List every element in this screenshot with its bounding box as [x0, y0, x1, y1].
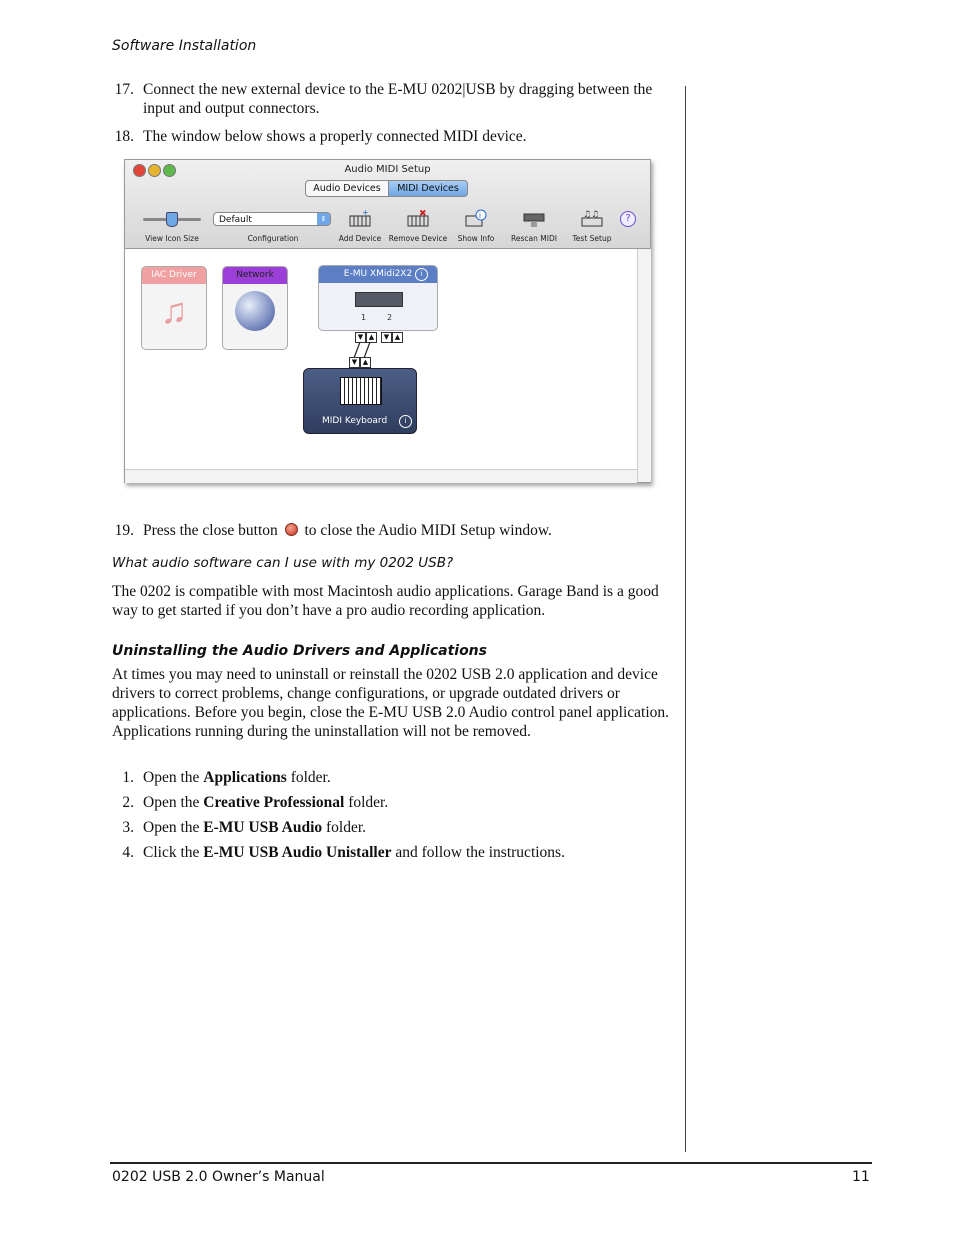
iac-driver-device[interactable] [141, 266, 207, 350]
add-device-label: Add Device [338, 234, 382, 243]
remove-device-label: Remove Device [388, 234, 448, 243]
midi-interface-icon [355, 292, 403, 307]
show-info-label: Show Info [457, 234, 495, 243]
port-out-arrow-icon[interactable]: ▼ [381, 332, 392, 343]
music-notes-icon: ♫ [160, 291, 188, 331]
step-text: Click the [143, 844, 204, 861]
keyboard-out-arrow-icon[interactable]: ▼ [349, 357, 360, 368]
vertical-rule [685, 86, 686, 1152]
remove-device-icon[interactable] [407, 208, 429, 228]
rescan-midi-icon[interactable] [523, 208, 545, 228]
step-text: Open the [143, 819, 204, 836]
test-setup-label: Test Setup [572, 234, 612, 243]
help-icon[interactable]: ? [620, 211, 636, 227]
port-out-arrow-icon[interactable]: ▼ [355, 332, 366, 343]
uninstall-step-1 [112, 768, 672, 787]
add-device-icon[interactable] [349, 208, 371, 228]
step-number: 2. [122, 794, 134, 811]
faq-question: What audio software can I use with my 0202 USB? [112, 555, 454, 571]
close-button-icon [285, 523, 298, 536]
port-in-arrow-icon[interactable]: ▲ [366, 332, 377, 343]
step-text: The window below shows a properly connected MIDI device. [143, 128, 527, 145]
step-number: 1. [122, 769, 134, 786]
step-text: folder. [286, 769, 331, 786]
chevron-updown-icon: ⇕ [317, 213, 330, 225]
heading-part-b: Audio Drivers and Applications [242, 643, 487, 659]
midi-keyboard-device[interactable] [303, 368, 417, 434]
step-number: 18. [114, 128, 134, 145]
step-text: Open the [143, 769, 204, 786]
show-info-icon[interactable] [465, 208, 487, 228]
info-icon[interactable]: i [399, 415, 412, 428]
keyboard-in-arrow-icon[interactable]: ▲ [360, 357, 371, 368]
scrollbar[interactable] [637, 249, 651, 482]
step-number: 17. [114, 81, 134, 98]
step-text: Connect the new external device to the E-MU 0202|USB by dragging between the input and output connectors. [143, 81, 653, 117]
step-bold: Applications [203, 769, 287, 786]
network-globe-icon [235, 291, 275, 331]
uninstall-step-3 [112, 818, 672, 837]
port-2-label: 2 [387, 313, 393, 322]
uninstall-heading [112, 643, 487, 659]
step-bold: Creative Professional [203, 794, 345, 811]
port-in-arrow-icon[interactable]: ▲ [392, 332, 403, 343]
footer-title: 0202 USB 2.0 Owner’s Manual [112, 1169, 325, 1185]
step-text: Open the [143, 794, 204, 811]
step-text-before: Press the close button [143, 522, 278, 539]
keyboard-icon [340, 377, 382, 405]
step-number: 3. [122, 819, 134, 836]
footer-rule [110, 1162, 872, 1164]
step-bold: E-MU USB Audio [203, 819, 323, 836]
step-text-after: to close the Audio MIDI Setup window. [304, 522, 552, 539]
configuration-select[interactable] [213, 212, 331, 226]
iac-driver-label: IAC Driver [142, 267, 206, 284]
info-icon[interactable]: i [415, 268, 428, 281]
step-number: 19. [114, 522, 134, 539]
svg-text:♫♫: ♫♫ [583, 210, 600, 220]
horizontal-scrollbar[interactable] [125, 469, 637, 483]
step-number: 4. [122, 844, 134, 861]
port-1-label: 1 [361, 313, 367, 322]
uninstall-intro: At times you may need to uninstall or reinstall the 0202 USB 2.0 application and device drivers to correct problems, change configurations, or upgrade outdated drivers or applications. Before you begin, close the E-MU USB 2.0 Audio control panel application. Applications running during the uninstallation will not be removed. [112, 666, 670, 740]
faq-answer: The 0202 is compatible with most Macintosh audio applications. Garage Band is a good way to get started if you don’t have a pro audio recording application. [112, 583, 659, 619]
configuration-value: Default [219, 215, 252, 225]
tab-audio-devices[interactable]: Audio Devices [305, 180, 389, 197]
window-title: Audio MIDI Setup [344, 164, 431, 175]
uninstall-step-4 [112, 843, 672, 862]
step-17 [112, 80, 672, 118]
audio-midi-setup-window [124, 159, 651, 483]
test-setup-icon[interactable] [581, 208, 603, 228]
uninstall-step-2 [112, 793, 672, 812]
network-device[interactable] [222, 266, 288, 350]
svg-text:i: i [479, 212, 481, 220]
configuration-label: Configuration [247, 234, 299, 243]
tab-midi-devices[interactable]: MIDI Devices [388, 180, 468, 197]
view-icon-size-label: View Icon Size [145, 234, 199, 243]
step-bold: E-MU USB Audio Unistaller [203, 844, 392, 861]
heading-part-a: Uninstalling the [112, 643, 243, 659]
page-number: 11 [852, 1169, 870, 1185]
section-header: Software Installation [112, 38, 257, 54]
midi-keyboard-label: MIDI Keyboard [322, 416, 388, 426]
network-label: Network [223, 267, 287, 284]
xmidi-device[interactable] [318, 265, 438, 331]
step-18 [112, 127, 672, 146]
step-text: folder. [322, 819, 367, 836]
step-19 [112, 521, 672, 540]
slider-handle-icon[interactable] [166, 212, 178, 227]
svg-text:✖: ✖ [419, 209, 427, 219]
xmidi-label: E-MU XMidi2X2 [319, 266, 437, 283]
svg-text:+: + [362, 208, 369, 217]
rescan-midi-label: Rescan MIDI [511, 234, 557, 243]
step-text: folder. [344, 794, 389, 811]
step-text: and follow the instructions. [391, 844, 565, 861]
